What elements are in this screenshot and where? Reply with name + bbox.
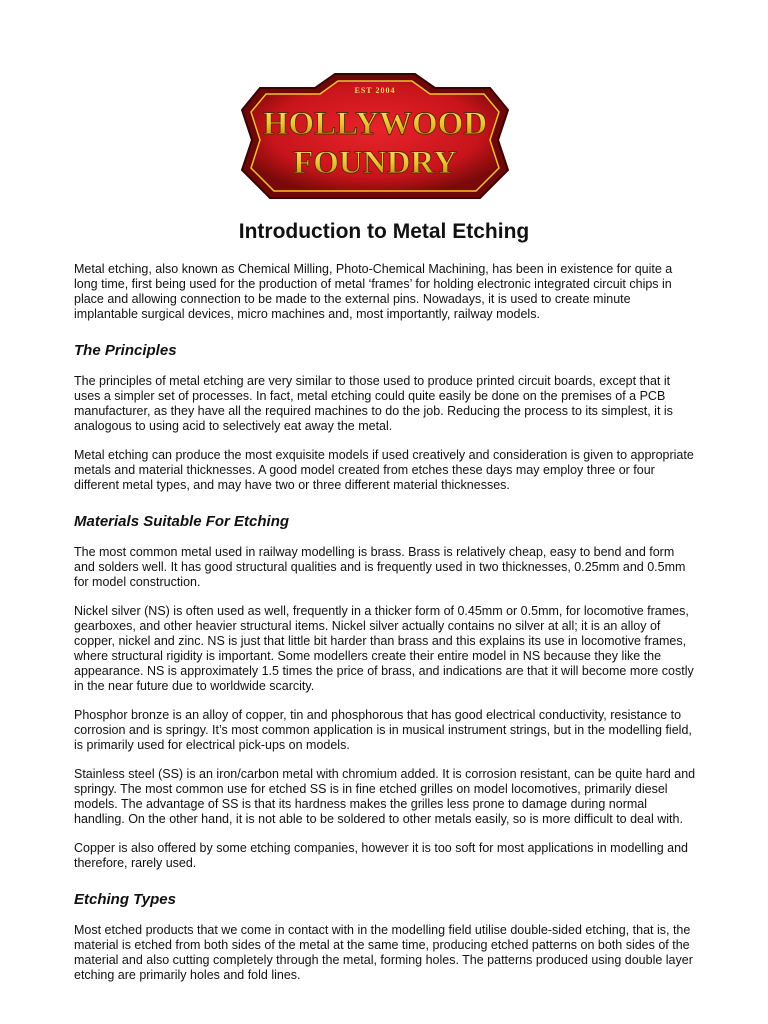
page-title: Introduction to Metal Etching: [238, 220, 530, 243]
paragraph: Most etched products that we come in contact with in the modelling field utilise double-sided etching, that is, the material is etched from both sides of the metal at the same time, producing etched patterns on both sides of the material and also cutting completely through the metal, forming holes. The patterns produced using double layer etching are primarily holes and fold lines.: [74, 923, 693, 982]
hollywood-foundry-logo: [240, 70, 510, 202]
document-body: [74, 262, 696, 997]
intro-paragraph: Metal etching, also known as Chemical Milling, Photo-Chemical Machining, has been in existence for quite a long time, first being used for the production of metal ‘frames’ for holding electronic integrated circuit chips in place and allowing connection to be made to the external pins. Nowadays, it is used to create minute implantable surgical devices, micro machines and, most importantly, railway models.: [74, 262, 673, 321]
paragraph: Phosphor bronze is an alloy of copper, tin and phosphorous that has good electrical conductivity, resistance to corrosion and is springy. It’s most common application is in musical instrument strings, but in the modelling field, is primarily used for electrical pick-ups on models.: [74, 708, 692, 752]
section-heading-etching-types: Etching Types: [74, 891, 176, 908]
section-heading-principles: The Principles: [74, 342, 177, 359]
logo-line1: HOLLYWOOD: [262, 106, 488, 142]
section-heading-materials: Materials Suitable For Etching: [74, 513, 290, 530]
paragraph: Nickel silver (NS) is often used as well, frequently in a thicker form of 0.45mm or 0.5mm, for locomotive frames, gearboxes, and other heavier structural items. Nickel silver actually contains no silver at all; it is an alloy of copper, nickel and zinc. NS is just that little bit harder than brass and this explains its use in locomotive frames, where structural rigidity is important. Some modellers create their entire model in NS because they like the appearance. NS is approximately 1.5 times the price of brass, and indications are that it will become more costly in the near future due to worldwide scarcity.: [74, 604, 694, 693]
paragraph: The most common metal used in railway modelling is brass. Brass is relatively cheap, easy to bend and form and solders well. It has good structural qualities and is frequently used in two thicknesses, 0.25mm and 0.5mm for model construction.: [74, 545, 686, 589]
paragraph: The principles of metal etching are very similar to those used to produce printed circuit boards, except that it uses a simpler set of processes. In fact, metal etching could quite easily be done on the premises of a PCB manufacturer, as they have all the required machines to do the job. Reducing the process to its simplest, it is analogous to using acid to selectively eat away the metal.: [74, 374, 673, 433]
logo-graphic: [240, 70, 510, 202]
paragraph: Stainless steel (SS) is an iron/carbon metal with chromium added. It is corrosion resistant, can be quite hard and springy. The most common use for etched SS is in fine etched grilles on model locomotives, primarily diesel models. The advantage of SS is that its hardness makes the grilles less prone to damage during normal handling. On the other hand, it is not able to be soldered to other metals easily, so is more difficult to deal with.: [74, 767, 696, 826]
logo-est-text: EST 2004: [354, 86, 396, 95]
paragraph: Metal etching can produce the most exquisite models if used creatively and consideration is given to appropriate metals and material thicknesses. A good model created from etches these days may employ three or four different metal types, and may have two or three different material thicknesses.: [74, 448, 694, 492]
paragraph: Copper is also offered by some etching companies, however it is too soft for most applications in modelling and therefore, rarely used.: [74, 841, 688, 870]
logo-line2: FOUNDRY: [293, 145, 457, 181]
